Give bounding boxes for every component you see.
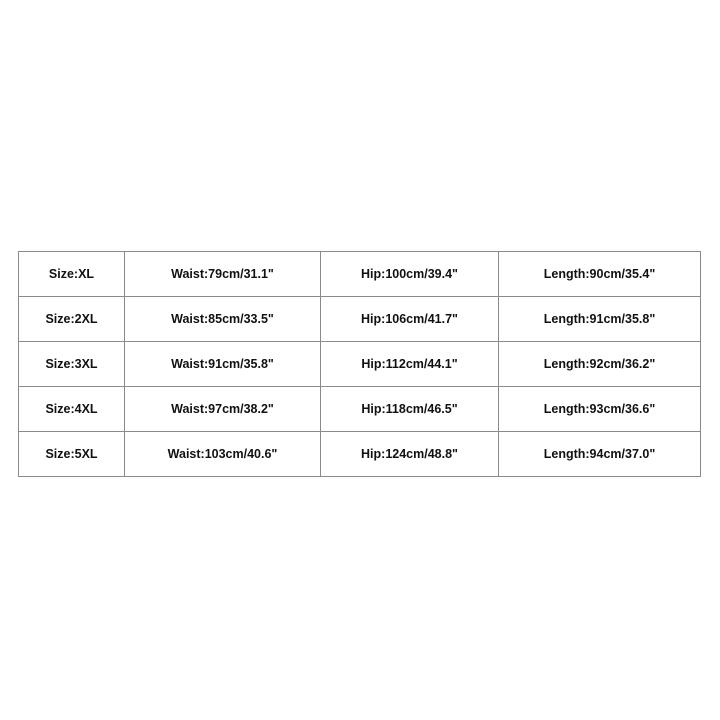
waist-cell: Waist:79cm/31.1" xyxy=(125,252,321,297)
waist-cell: Waist:97cm/38.2" xyxy=(125,387,321,432)
size-chart-table xyxy=(18,251,701,477)
table-row xyxy=(19,387,701,432)
length-cell: Length:93cm/36.6" xyxy=(499,387,701,432)
hip-cell: Hip:124cm/48.8" xyxy=(321,432,499,477)
hip-cell: Hip:100cm/39.4" xyxy=(321,252,499,297)
waist-cell: Waist:91cm/35.8" xyxy=(125,342,321,387)
hip-cell: Hip:118cm/46.5" xyxy=(321,387,499,432)
table-row xyxy=(19,252,701,297)
table-row xyxy=(19,297,701,342)
size-cell: Size:XL xyxy=(19,252,125,297)
length-cell: Length:92cm/36.2" xyxy=(499,342,701,387)
size-cell: Size:5XL xyxy=(19,432,125,477)
size-cell: Size:4XL xyxy=(19,387,125,432)
table-row xyxy=(19,342,701,387)
waist-cell: Waist:103cm/40.6" xyxy=(125,432,321,477)
length-cell: Length:94cm/37.0" xyxy=(499,432,701,477)
waist-cell: Waist:85cm/33.5" xyxy=(125,297,321,342)
hip-cell: Hip:112cm/44.1" xyxy=(321,342,499,387)
table-row xyxy=(19,432,701,477)
size-cell: Size:2XL xyxy=(19,297,125,342)
length-cell: Length:91cm/35.8" xyxy=(499,297,701,342)
size-cell: Size:3XL xyxy=(19,342,125,387)
length-cell: Length:90cm/35.4" xyxy=(499,252,701,297)
hip-cell: Hip:106cm/41.7" xyxy=(321,297,499,342)
